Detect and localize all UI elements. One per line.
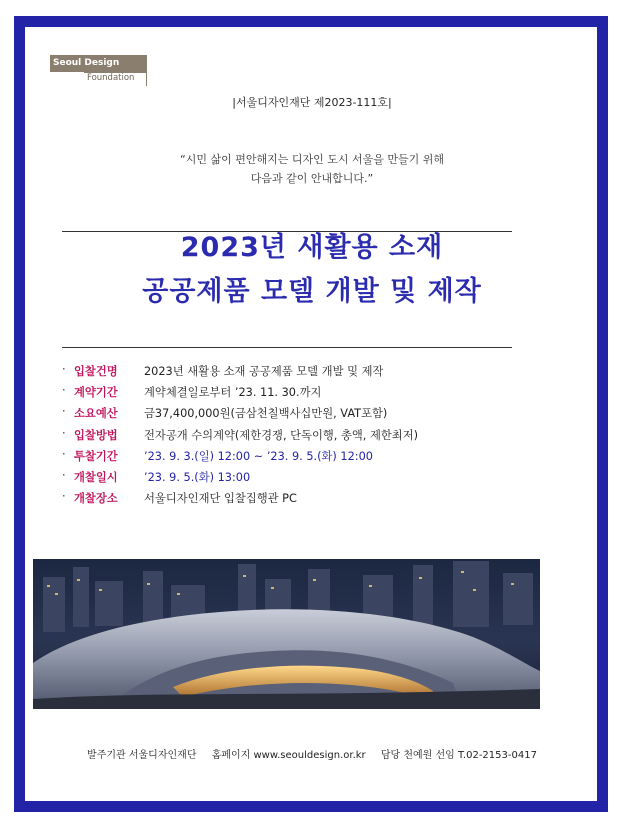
- item-label: 계약기간: [74, 386, 118, 400]
- bullet: ·: [62, 468, 66, 482]
- notice-title: [0, 226, 624, 314]
- item-value: 2023년 새활용 소재 공공제품 모델 개발 및 제작: [144, 365, 384, 378]
- item-label: 입찰방법: [74, 428, 118, 442]
- intro-line2: 다음과 같이 안내합니다.”: [250, 172, 374, 185]
- item-label: 입찰건명: [74, 365, 118, 378]
- ddp-night-photo: [33, 559, 540, 709]
- list-item: [62, 490, 532, 511]
- footer: [0, 746, 624, 761]
- bullet: ·: [62, 426, 66, 440]
- item-value: 서울디자인재단 입찰집행관 PC: [144, 492, 297, 506]
- list-item: [62, 469, 532, 490]
- list-item: [62, 448, 532, 469]
- item-value: 금37,400,000원(금삼천칠백사십만원, VAT포함): [144, 407, 388, 421]
- bullet: ·: [62, 447, 66, 461]
- intro-line1: “시민 삶이 편안해지는 디자인 도시 서울을 만들기 위해: [180, 153, 444, 166]
- logo-line1: Seoul Design: [50, 55, 146, 72]
- bullet: ·: [62, 405, 66, 419]
- title-line1: 2023년 새활용 소재: [180, 232, 444, 263]
- title-line2: 공공제품 모델 개발 및 제작: [142, 276, 482, 307]
- intro-text: [0, 150, 624, 188]
- item-value: ’23. 9. 5.(화) 13:00: [144, 470, 251, 484]
- item-value: ’23. 9. 3.(일) 12:00 ~ ’23. 9. 5.(화) 12:00: [144, 449, 373, 463]
- item-value: 계약체결일로부터 ’23. 11. 30.까지: [144, 386, 322, 400]
- bullet: ·: [62, 363, 66, 376]
- footer-homepage: 홈페이지 www.seouldesign.or.kr: [211, 750, 366, 761]
- list-item: [62, 384, 532, 405]
- bullet: ·: [62, 384, 66, 398]
- item-value: 전자공개 수의계약(제한경쟁, 단독이행, 총액, 제한최저): [144, 428, 419, 442]
- item-label: 소요예산: [74, 407, 118, 421]
- item-label: 개찰일시: [74, 470, 118, 484]
- footer-org: 발주기관 서울디자인재단: [87, 750, 197, 761]
- seoul-design-foundation-logo: [50, 55, 156, 86]
- title-bottom-rule: [62, 347, 512, 348]
- item-label: 투찰기간: [74, 449, 118, 463]
- list-item: [62, 427, 532, 448]
- logo-divider-vertical: [146, 55, 147, 86]
- list-item: [62, 405, 532, 426]
- bullet: ·: [62, 490, 66, 504]
- logo-line2: Foundation: [87, 73, 135, 83]
- document-number: |서울디자인재단 제2023-111호|: [232, 96, 392, 109]
- item-label: 개찰장소: [74, 492, 118, 506]
- list-item: [62, 363, 532, 384]
- footer-contact: 담당 천예원 선임 T.02-2153-0417: [380, 750, 537, 761]
- bid-details-list: [62, 363, 532, 511]
